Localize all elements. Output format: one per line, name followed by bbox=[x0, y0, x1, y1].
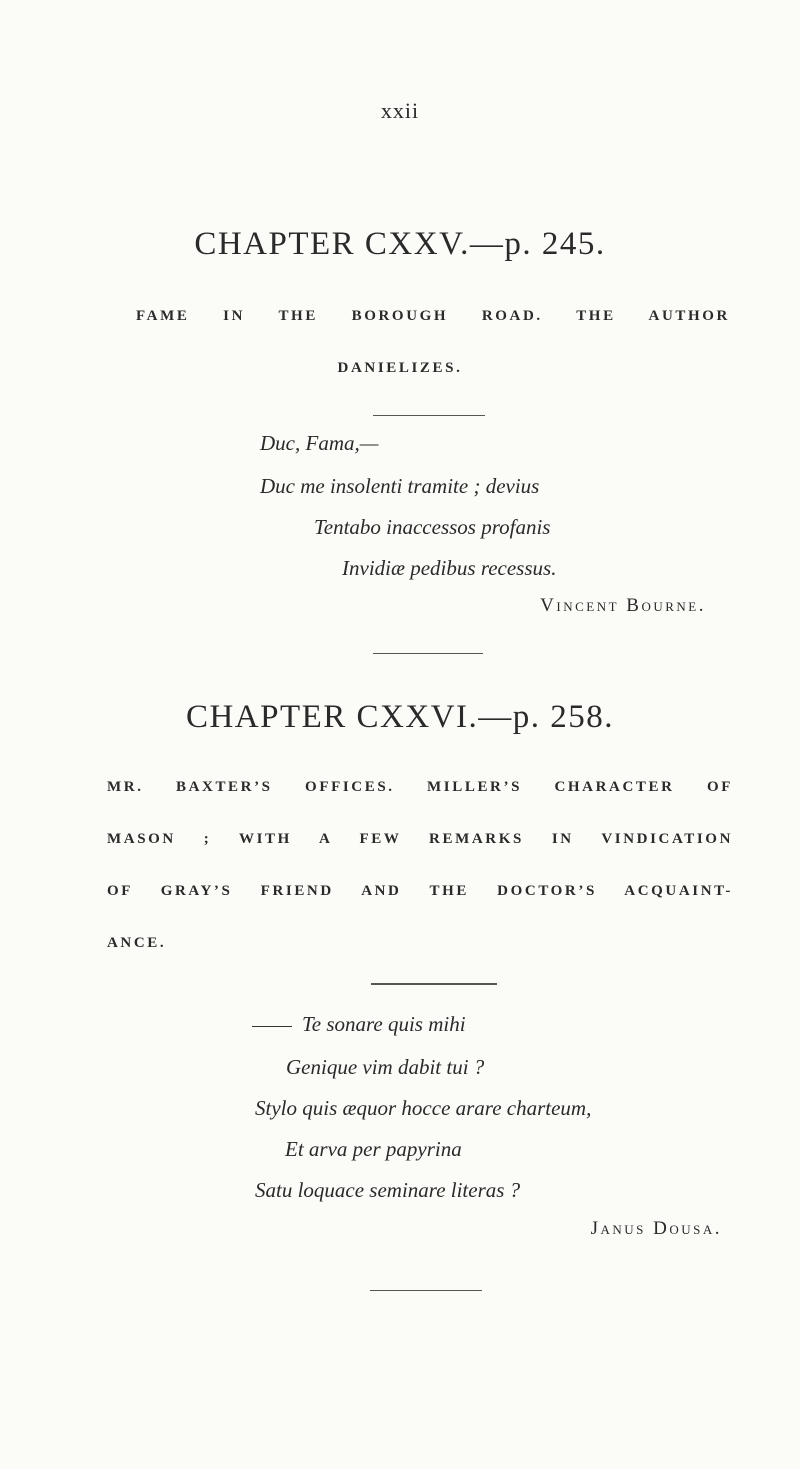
chapter-125-epigraph-line-2: Duc me insolenti tramite ; devius bbox=[260, 474, 540, 498]
chapter-126-epigraph-line-1 bbox=[252, 1012, 466, 1037]
section-divider bbox=[370, 1290, 482, 1291]
chapter-126-attribution: Janus Dousa. bbox=[590, 1218, 722, 1239]
chapter-126-epigraph-line-2: Genique vim dabit tui ? bbox=[286, 1055, 485, 1079]
chapter-126-summary-line-1: MR. BAXTER’S OFFICES. MILLER’S CHARACTER OF bbox=[107, 779, 733, 795]
chapter-126-epigraph-line-5: Satu loquace seminare literas ? bbox=[255, 1178, 521, 1202]
chapter-126-heading: CHAPTER CXXVI.—p. 258. bbox=[185, 699, 615, 735]
chapter-125-epigraph-line-1: Duc, Fama,— bbox=[260, 431, 379, 455]
section-divider bbox=[371, 983, 497, 985]
chapter-126-summary-line-4: ANCE. bbox=[107, 935, 167, 951]
chapter-125-heading: CHAPTER CXXV.—p. 245. bbox=[194, 226, 606, 262]
page-number: xxii bbox=[380, 98, 420, 123]
chapter-125-epigraph-line-4: Invidiæ pedibus recessus. bbox=[342, 556, 557, 580]
section-divider bbox=[373, 415, 485, 416]
chapter-125-summary-line-1: FAME IN THE BOROUGH ROAD. THE AUTHOR bbox=[136, 308, 730, 324]
chapter-126-summary-line-2: MASON ; WITH A FEW REMARKS IN VINDICATION bbox=[107, 831, 733, 847]
section-divider bbox=[373, 653, 483, 654]
em-dash-rule bbox=[252, 1026, 292, 1027]
chapter-125-summary-line-2: DANIELIZES. bbox=[337, 360, 463, 376]
chapter-126-epigraph-line-4: Et arva per papyrina bbox=[285, 1137, 462, 1161]
chapter-126-epigraph-line-3: Stylo quis æquor hocce arare charteum, bbox=[255, 1096, 592, 1120]
chapter-125-epigraph-line-3: Tentabo inaccessos profanis bbox=[314, 515, 551, 539]
chapter-125-attribution: Vincent Bourne. bbox=[540, 595, 706, 616]
chapter-126-summary-line-3: OF GRAY’S FRIEND AND THE DOCTOR’S ACQUAINT- bbox=[107, 883, 733, 899]
epigraph-text: Te sonare quis mihi bbox=[302, 1012, 466, 1036]
